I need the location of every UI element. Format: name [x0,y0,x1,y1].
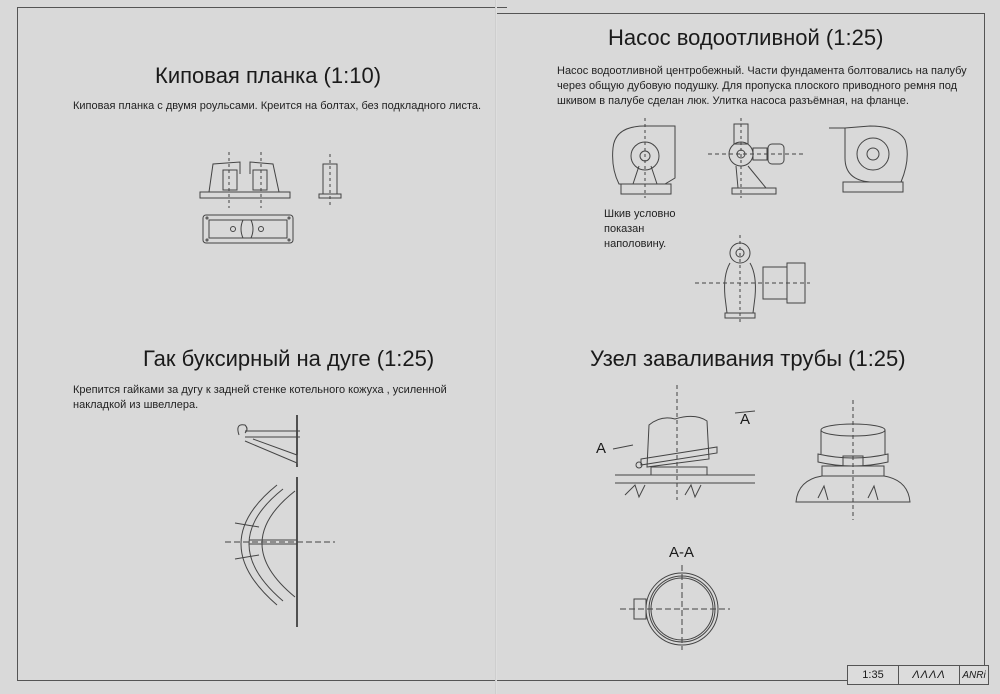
section-mark-left: A [596,440,607,457]
section-label-aa: A-A [669,544,695,561]
nasos-drawing-front [708,118,803,198]
section-title-gak: Гак буксирный на дуге (1:25) [143,346,435,371]
section-desc-gak: Крепится гайками за дугу к задней стенке котельного кожуха , усиленной накладкой из швеллера. [73,384,447,411]
nasos-drawing-rear [825,118,915,198]
uzel-drawing-section [620,565,730,650]
page-fold [495,0,497,694]
nasos-drawing-side [605,118,695,198]
nasos-drawing-plan [695,235,810,325]
section-mark-right: A [740,411,751,428]
section-desc-kipovaya: Киповая планка с двумя роульсами. Креится на болтах, без подкладного листа. [73,100,482,112]
section-title-uzel: Узел заваливания трубы (1:25) [590,346,906,371]
gak-drawing [225,415,335,655]
section-desc-nasos: Насос водоотливной центробежный. Части фундамента болтовались на палубу через общую дубовую подушку. Для пропуска плоского приводного ремня под шкивом в палубе сделан люк. Улитка насоса разъёмная, на фланце. [557,65,967,107]
section-title-kipovaya: Киповая планка (1:10) [155,63,382,88]
uzel-drawing-front [788,400,918,520]
nasos-note: Шкив условно показан наполовину. [604,208,676,250]
stamp-page-number: 1:35 [848,666,899,684]
stamp-author: ANRi [962,669,986,681]
uzel-drawing-side [605,385,765,500]
section-title-nasos: Насос водоотливной (1:25) [608,25,884,50]
kipovaya-drawing [195,150,355,250]
stamp-signature: ΛΛΛΛ [899,666,960,684]
title-stamp [847,665,989,685]
